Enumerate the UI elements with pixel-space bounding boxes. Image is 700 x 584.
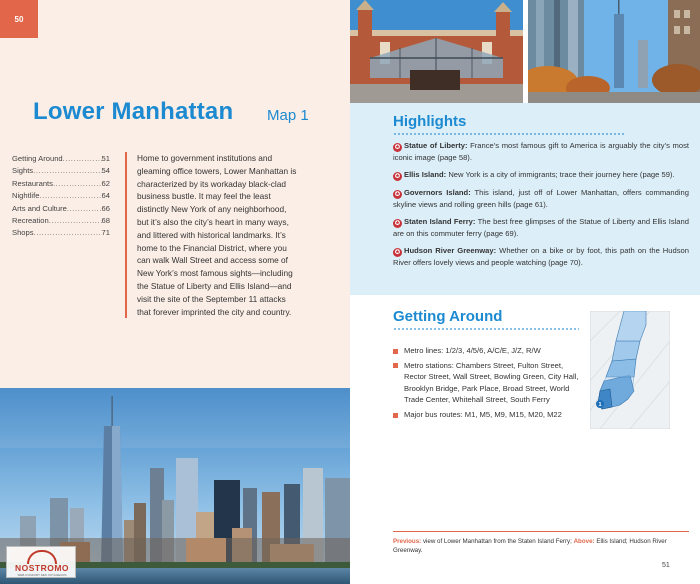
photo-caption: Previous: view of Lower Manhattan from the Staten Island Ferry; Above: Ellis Island; Hudson River Greenway.	[393, 531, 689, 555]
getting-around-list	[393, 345, 583, 424]
logo-text: NOSTROMO	[14, 563, 70, 573]
getting-around-heading: Getting Around	[393, 308, 503, 325]
highlights-list	[393, 140, 689, 274]
ellis-island-photo	[350, 0, 523, 103]
logo-subtext: WEB CONFORT DES VOYAGEURS	[17, 573, 67, 577]
locator-map[interactable]	[590, 311, 670, 429]
page-number-tab: 50	[0, 0, 38, 38]
heading-divider	[393, 133, 625, 135]
list-item: Metro lines: 1/2/3, 4/5/6, A/C/E, J/Z, R/W	[393, 345, 583, 356]
star-icon: ✪	[394, 173, 401, 180]
list-item: Major bus routes: M1, M5, M9, M15, M20, M22	[393, 409, 583, 420]
highlight-item: ✪ Hudson River Greenway: Whether on a bike or by foot, this path on the Hudson River offers lovely views and people watching (page 70).	[393, 245, 689, 267]
star-icon: ✪	[394, 248, 401, 256]
intro-paragraph: Home to government institutions and gleaming office towers, Lower Manhattan is characterized by its workaday black-clad business bustle. It may feel the least distinctly New York of any neighborhood, but it’s also the city’s heart in many ways, and littered with historical landmarks. It’s home to the Financial District, where you can walk Wall Street and access some of New York’s most famous sights—including the Statue of Liberty and Ellis Island—and visit the site of the September 11 attacks that forever imprinted the city and country.	[125, 152, 297, 318]
highlight-item: ✪ Statue of Liberty: France’s most famous gift to America is arguably the city’s most iconic image (page 58).	[393, 141, 689, 162]
chapter-contents	[12, 153, 110, 240]
toc-item[interactable]: Restaurants ..... 62	[12, 178, 110, 190]
page-number: 51	[662, 562, 670, 569]
hudson-river-greenway-photo	[528, 0, 700, 103]
toc-item[interactable]: Getting Around ..... 51	[12, 153, 110, 165]
star-icon: ✪	[394, 190, 401, 198]
chapter-title: Lower Manhattan	[33, 98, 234, 125]
map-reference: Map 1	[267, 107, 309, 124]
star-icon: ✪	[394, 219, 401, 227]
highlights-heading: Highlights	[393, 113, 467, 130]
map-badge: 1	[598, 402, 602, 409]
toc-item[interactable]: Recreation ..... 68	[12, 215, 110, 227]
logo-arc-icon	[27, 550, 57, 564]
toc-item[interactable]: Arts and Culture ..... 66	[12, 203, 110, 215]
highlight-item: ✪ Governors Island: This island, just off of Lower Manhattan, offers commanding skyline views and rolling green hills (page 61).	[393, 187, 689, 209]
heading-divider	[393, 328, 579, 330]
highlight-item: ✪ Ellis Island: New York is a city of immigrants; trace their journey here (page 59).	[394, 170, 675, 180]
highlight-item: ✪ Staten Island Ferry: The best free glimpses of the Statue of Liberty and Ellis Island are on this commuter ferry (page 69).	[393, 216, 689, 238]
toc-item[interactable]: Nightlife ..... 64	[12, 190, 110, 202]
right-page	[350, 0, 700, 584]
toc-item[interactable]: Sights ..... 54	[12, 165, 110, 177]
star-icon: ✪	[394, 144, 401, 151]
list-item: Metro stations: Chambers Street, Fulton Street, Rector Street, Wall Street, Bowling Green, City Hall, Brooklyn Bridge, Park Place, Broad Street, World Trade Center, Whitehall Street, South Ferry	[393, 360, 583, 406]
watermark-logo	[6, 546, 76, 578]
toc-item[interactable]: Shops ..... 71	[12, 227, 110, 239]
